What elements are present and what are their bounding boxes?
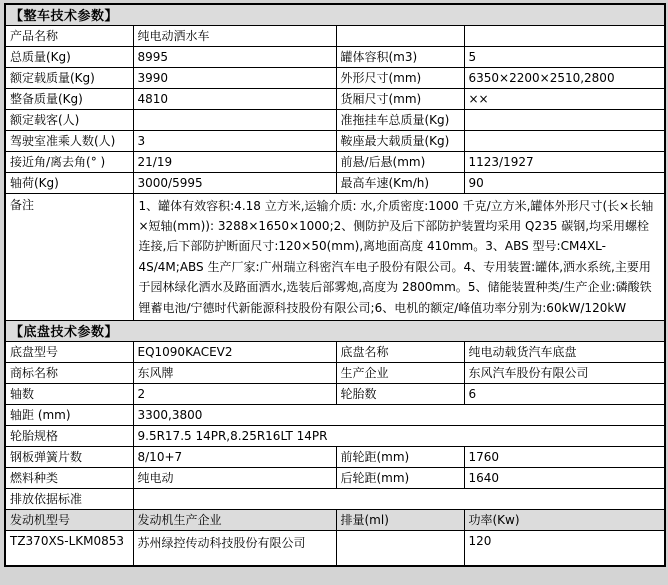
section-row-chassis: [5, 320, 665, 341]
param-label: 前悬/后悬(mm): [336, 151, 464, 172]
param-label: 商标名称: [5, 362, 133, 383]
param-label: 产品名称: [5, 25, 133, 46]
param-value: 6: [464, 383, 665, 404]
param-label: 后轮距(mm): [336, 467, 464, 488]
param-value: 8995: [133, 46, 336, 67]
section-row-vehicle: [5, 4, 665, 25]
param-label: 货厢尺寸(mm): [336, 88, 464, 109]
section-title-chassis: 【底盘技术参数】: [5, 320, 665, 341]
param-value: 6350×2200×2510,2800: [464, 67, 665, 88]
table-row-engine-header: [5, 509, 665, 530]
engine-power-value: 120: [464, 530, 665, 566]
param-label: 最高车速(Km/h): [336, 172, 464, 193]
engine-header-manufacturer: 发动机生产企业: [133, 509, 336, 530]
param-label: 轴数: [5, 383, 133, 404]
param-label: 额定载客(人): [5, 109, 133, 130]
param-label: 燃料种类: [5, 467, 133, 488]
table-row-angles: [5, 151, 665, 172]
table-row-rated-load: [5, 67, 665, 88]
param-value: 1640: [464, 467, 665, 488]
param-value: EQ1090KACEV2: [133, 341, 336, 362]
table-row-axle-count: [5, 383, 665, 404]
engine-header-model: 发动机型号: [5, 509, 133, 530]
param-label: 外形尺寸(mm): [336, 67, 464, 88]
table-row-product-name: [5, 25, 665, 46]
param-label: 底盘型号: [5, 341, 133, 362]
param-value: 1123/1927: [464, 151, 665, 172]
param-value: 1760: [464, 446, 665, 467]
param-label: [336, 25, 464, 46]
param-label: 鞍座最大载质量(Kg): [336, 130, 464, 151]
param-value: 5: [464, 46, 665, 67]
table-row-axle-load: [5, 172, 665, 193]
remarks-text: 1、罐体有效容积:4.18 立方米,运输介质: 水,介质密度:1000 千克/立方米,罐体外形尺寸(长×长轴×短轴(mm)): 3288×1650×1000;2、侧防护及后下部防护装置均采用 Q235 碳钢,均采用螺栓连接,后下部防护断面尺寸:120×50(mm),离地面高度 410mm。3、ABS 型号:CM4XL-4S/4M;ABS 生产厂家:广州瑞立科密汽车电子股份有限公司。4、专用装置:罐体,洒水系统,主要用于园林绿化洒水及路面洒水,选装后部雾炮,高度为 2800mm。5、储能装置种类/生产企业:磷酸铁锂蓄电池/宁德时代新能源科技股份有限公司;6、电机的额定/峰值功率分别为:60kW/120kW: [133, 193, 665, 320]
param-value: [464, 130, 665, 151]
table-row-total-mass: [5, 46, 665, 67]
param-value: [133, 109, 336, 130]
param-value: 2: [133, 383, 336, 404]
engine-displacement-value: [336, 530, 464, 566]
section-title-vehicle: 【整车技术参数】: [5, 4, 665, 25]
table-row-passengers: [5, 109, 665, 130]
param-label: 驾驶室准乘人数(人): [5, 130, 133, 151]
table-row-fuel-type: [5, 467, 665, 488]
table-row-tire-spec: [5, 425, 665, 446]
param-value: 纯电动: [133, 467, 336, 488]
table-row-engine-data: [5, 530, 665, 566]
engine-model-value: TZ370XS-LKM0853: [5, 530, 133, 566]
param-value: 纯电动载货汽车底盘: [464, 341, 665, 362]
param-label: 额定载质量(Kg): [5, 67, 133, 88]
param-label: 备注: [5, 193, 133, 320]
param-label: 生产企业: [336, 362, 464, 383]
param-value: 3000/5995: [133, 172, 336, 193]
table-row-brand: [5, 362, 665, 383]
param-value: 90: [464, 172, 665, 193]
table-row-wheelbase: [5, 404, 665, 425]
param-label: 轴距 (mm): [5, 404, 133, 425]
param-value: 4810: [133, 88, 336, 109]
param-label: 前轮距(mm): [336, 446, 464, 467]
param-label: 排放依据标准: [5, 488, 133, 509]
table-row-springs: [5, 446, 665, 467]
param-value: 纯电动洒水车: [133, 25, 336, 46]
param-label: 总质量(Kg): [5, 46, 133, 67]
param-label: 轴荷(Kg): [5, 172, 133, 193]
table-row-remarks: [5, 193, 665, 320]
param-label: 钢板弹簧片数: [5, 446, 133, 467]
param-label: 底盘名称: [336, 341, 464, 362]
param-label: 接近角/离去角(° ): [5, 151, 133, 172]
param-label: 罐体容积(m3): [336, 46, 464, 67]
param-value: 3990: [133, 67, 336, 88]
param-value: 3300,3800: [133, 404, 665, 425]
param-value: 东风汽车股份有限公司: [464, 362, 665, 383]
param-label: 轮胎数: [336, 383, 464, 404]
param-value: [133, 488, 665, 509]
param-value: [464, 25, 665, 46]
param-label: 整备质量(Kg): [5, 88, 133, 109]
table-row-chassis-model: [5, 341, 665, 362]
engine-header-power: 功率(Kw): [464, 509, 665, 530]
param-label: 准拖挂车总质量(Kg): [336, 109, 464, 130]
param-value: 3: [133, 130, 336, 151]
table-row-curb-weight: [5, 88, 665, 109]
table-row-emission-standard: [5, 488, 665, 509]
param-value: ××: [464, 88, 665, 109]
param-value: 21/19: [133, 151, 336, 172]
engine-manufacturer-value: 苏州绿控传动科技股份有限公司: [133, 530, 336, 566]
param-value: 东风牌: [133, 362, 336, 383]
table-row-cab-seats: [5, 130, 665, 151]
param-value: [464, 109, 665, 130]
param-value: 8/10+7: [133, 446, 336, 467]
param-label: 轮胎规格: [5, 425, 133, 446]
engine-header-displacement: 排量(ml): [336, 509, 464, 530]
spec-table: [4, 3, 666, 567]
param-value: 9.5R17.5 14PR,8.25R16LT 14PR: [133, 425, 665, 446]
